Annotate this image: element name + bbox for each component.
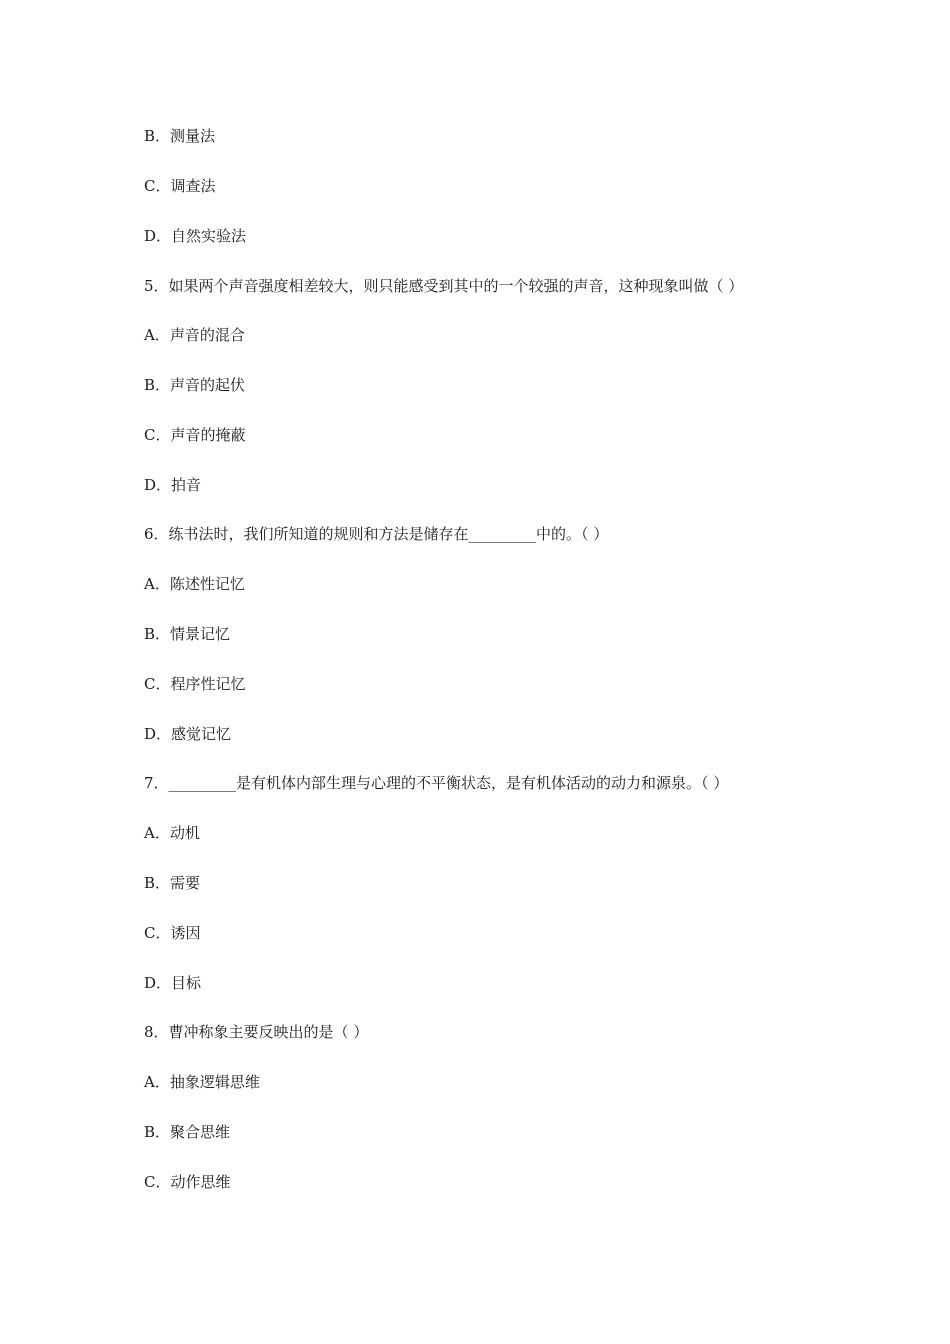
option-q6-d: D．感觉记忆 — [144, 725, 232, 743]
option-q7-a: A．动机 — [144, 824, 200, 842]
option-q7-b: B．需要 — [144, 874, 201, 892]
option-q7-d: D．目标 — [144, 974, 202, 992]
option-q8-c: C．动作思维 — [144, 1173, 231, 1191]
option-q8-a: A．抽象逻辑思维 — [144, 1073, 260, 1091]
option-q8-b: B．聚合思维 — [144, 1123, 231, 1141]
option-q4-b: B．测量法 — [144, 127, 216, 145]
option-q7-c: C．诱因 — [144, 924, 201, 942]
option-q6-b: B．情景记忆 — [144, 625, 231, 643]
option-q5-d: D．拍音 — [144, 476, 202, 494]
option-q4-c: C．调查法 — [144, 177, 216, 195]
option-q6-a: A．陈述性记忆 — [144, 575, 245, 593]
option-q5-b: B．声音的起伏 — [144, 376, 246, 394]
option-q4-d: D．自然实验法 — [144, 227, 247, 245]
question-5: 5．如果两个声音强度相差较大，则只能感受到其中的一个较强的声音，这种现象叫做（ ） — [144, 277, 744, 295]
option-q5-a: A．声音的混合 — [144, 326, 245, 344]
question-8: 8．曹冲称象主要反映出的是（ ） — [144, 1023, 369, 1041]
question-6: 6．练书法时，我们所知道的规则和方法是储存在_________中的。（ ） — [144, 525, 609, 543]
option-q5-c: C．声音的掩蔽 — [144, 426, 246, 444]
question-7: 7．_________是有机体内部生理与心理的不平衡状态，是有机体活动的动力和源泉。（ ） — [144, 774, 729, 792]
option-q6-c: C．程序性记忆 — [144, 675, 246, 693]
